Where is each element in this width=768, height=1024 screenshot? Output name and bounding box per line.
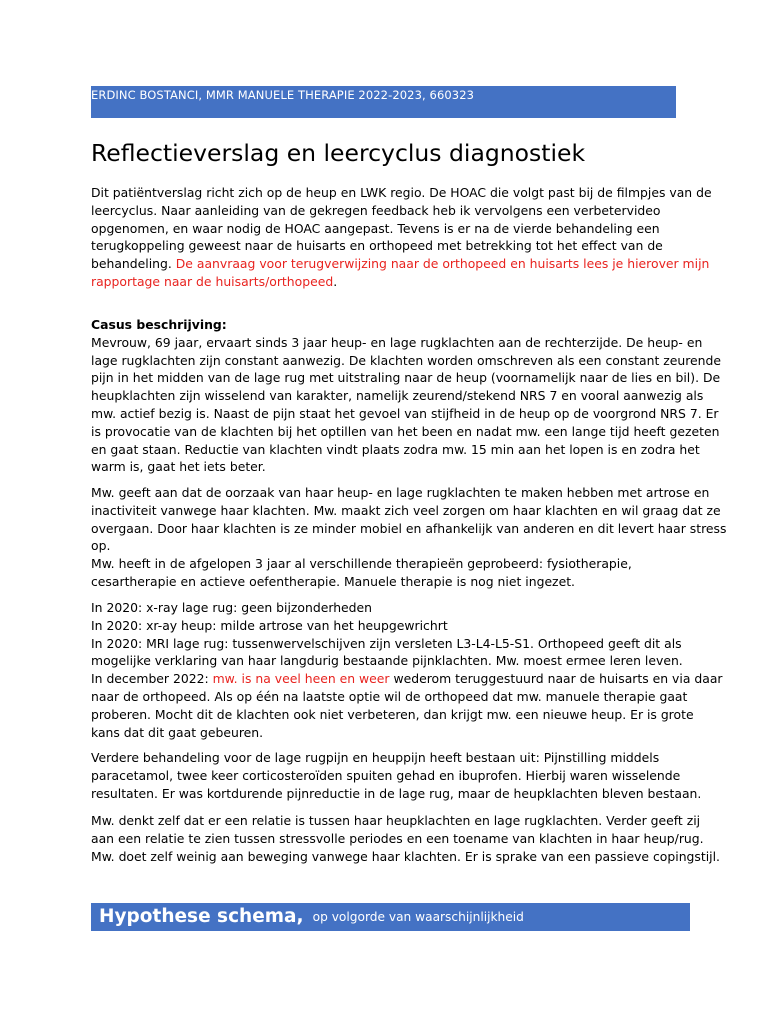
hypothese-heading-bar <box>91 903 690 931</box>
hypothese-title: Hypothese schema, <box>99 906 304 927</box>
casus-line: cesartherapie en actieve oefentherapie. Manuele therapie is nog niet ingezet. <box>91 573 575 589</box>
casus-line: en gaat staan. Reductie van klachten vindt plaats zodra mw. 15 min aan het lopen is en zodra het <box>91 441 700 457</box>
casus-line: inactiviteit vanwege haar klachten. Mw. maakt zich veel zorgen om haar klachten en wil graag dat ze <box>91 502 721 518</box>
history-line: proberen. Mocht dit de klachten ook niet verbeteren, dan krijgt mw. een nieuwe heup. Er is grote <box>91 706 694 722</box>
intro-line <box>91 255 710 273</box>
author-line: ERDINC BOSTANCI, MMR MANUELE THERAPIE 2022-2023, 660323 <box>91 88 475 102</box>
referral-note-end: rapportage naar de huisarts/orthopeed <box>91 273 334 289</box>
header-bar <box>91 86 676 118</box>
treatment-line: paracetamol, twee keer corticosteroïden spuiten gehad en ibuprofen. Hierbij waren wisselende <box>91 767 681 783</box>
history-line: In 2020: xr-ay heup: milde artrose van het heupgewrichrt <box>91 617 448 633</box>
referral-note: De aanvraag voor terugverwijzing naar de orthopeed en huisarts lees je hierover mijn <box>175 256 710 272</box>
history-highlight: mw. is na veel heen en weer <box>212 671 390 687</box>
casus-line: Mevrouw, 69 jaar, ervaart sinds 3 jaar heup- en lage rugklachten aan de rechterzijde. De heup- en <box>91 334 703 350</box>
page-title: Reflectieverslag en leercyclus diagnostiek <box>91 139 586 167</box>
history-line: In 2020: MRI lage rug: tussenwervelschijven zijn versleten L3-L4-L5-S1. Orthopeed geeft dit als <box>91 635 682 651</box>
casus-line: heupklachten zijn wisselend van karakter, namelijk zeurend/stekend NRS 7 en vooral aanwezig als <box>91 388 704 404</box>
intro-text: behandeling. <box>91 256 176 272</box>
intro-text-end: . <box>333 273 338 289</box>
casus-line: pijn in het midden van de lage rug met uitstraling naar de heup (voornamelijk naar de lies en bil). De <box>91 370 721 386</box>
casus-section <box>91 316 722 476</box>
casus-paragraph-5 <box>91 812 720 865</box>
coping-line: Mw. denkt zelf dat er een relatie is tussen haar heupklachten en lage rugklachten. Verder geeft zij <box>91 813 701 828</box>
casus-line: mw. actief bezig is. Naast de pijn staat het gevoel van stijfheid in de heup op de voorgrond NRS 7. Er <box>91 405 719 421</box>
intro-line: leercyclus. Naar aanleiding van de gekregen feedback heb ik vervolgens een verbetervideo <box>91 202 661 218</box>
casus-line: warm is, gaat het iets beter. <box>91 459 266 475</box>
history-line: naar de orthopeed. Als op één na laatste optie wil de orthopeed dat mw. manuele therapie gaat <box>91 688 688 704</box>
casus-line: Mw. geeft aan dat de oorzaak van haar heup- en lage rugklachten te maken hebben met artrose en <box>91 485 710 500</box>
treatment-line: resultaten. Er was kortdurende pijnreductie in de lage rug, maar de heupklachten bleven bestaan. <box>91 785 702 801</box>
intro-paragraph <box>91 184 712 291</box>
intro-line: opgenomen, en waar nodig de HOAC aangepast. Tevens is er na de vierde behandeling een <box>91 220 660 236</box>
intro-line <box>91 273 691 291</box>
history-line <box>91 670 723 688</box>
coping-line: Mw. doet zelf weinig aan beweging vanwege haar klachten. Er is sprake van een passieve copingstijl. <box>91 848 720 864</box>
history-line: In 2020: x-ray lage rug: geen bijzonderheden <box>91 600 373 615</box>
casus-line: op. <box>91 538 111 554</box>
hypothese-subtitle: op volgorde van waarschijnlijkheid <box>312 910 524 924</box>
casus-paragraph-3 <box>91 599 723 741</box>
treatment-line: Verdere behandeling voor de lage rugpijn en heuppijn heeft bestaan uit: Pijnstilling middels <box>91 750 660 765</box>
casus-heading: Casus beschrijving: <box>91 317 227 332</box>
coping-line: aan een relatie te zien tussen stressvolle periodes en een toename van klachten in haar heup/rug. <box>91 830 704 846</box>
intro-line: terugkoppeling geweest naar de huisarts en orthopeed met betrekking tot het effect van de <box>91 238 663 254</box>
casus-line: is provocatie van de klachten bij het optillen van het been en nadat mw. een lange tijd heeft gezeten <box>91 423 720 439</box>
history-text: wederom teruggestuurd naar de huisarts en via daar <box>389 671 723 687</box>
intro-line: Dit patiëntverslag richt zich op de heup en LWK regio. De HOAC die volgt past bij de filmpjes van de <box>91 185 712 200</box>
casus-paragraph-4 <box>91 749 702 802</box>
history-line: mogelijke verklaring van haar langdurig bestaande pijnklachten. Mw. moest ermee leren leven. <box>91 653 683 669</box>
casus-paragraph-2 <box>91 484 727 591</box>
casus-line: lage rugklachten zijn constant aanwezig. De klachten worden omschreven als een constant zeurende <box>91 352 722 368</box>
casus-line: Mw. heeft in de afgelopen 3 jaar al verschillende therapieën geprobeerd: fysiotherapie, <box>91 556 632 572</box>
history-date: In december 2022: <box>91 671 213 687</box>
history-line: kans dat dit gaat gebeuren. <box>91 724 264 740</box>
casus-line: overgaan. Door haar klachten is ze minder mobiel en afhankelijk van anderen en dit levert haar stress <box>91 520 727 536</box>
